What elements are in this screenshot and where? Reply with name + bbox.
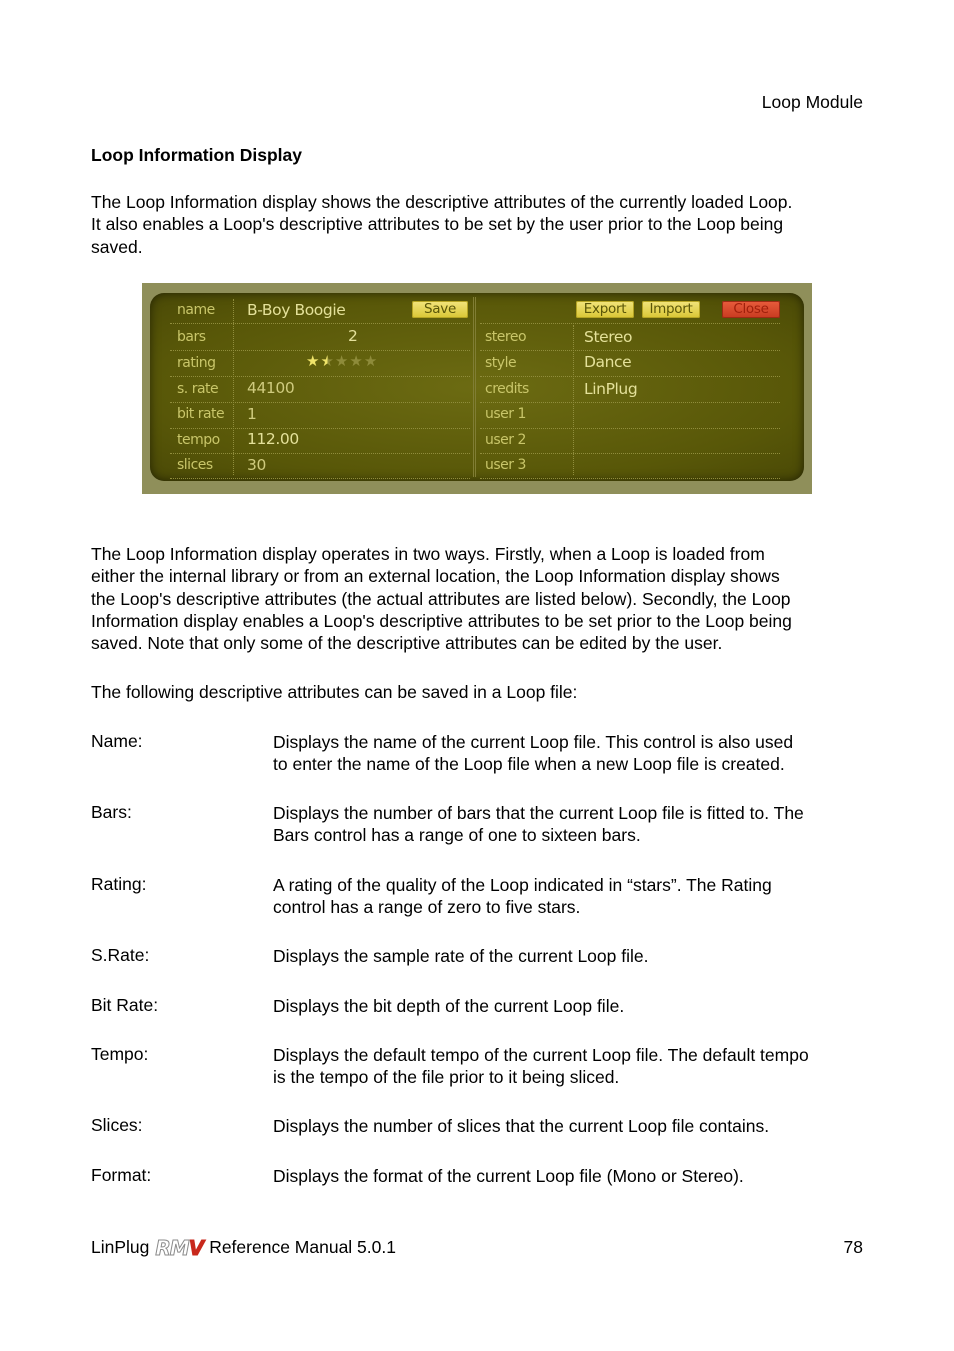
user1-label: user 1	[485, 406, 526, 422]
attribute-description	[273, 995, 873, 1017]
description-line: Displays the format of the current Loop file (Mono or Stereo).	[273, 1166, 744, 1186]
panel-center-divider	[473, 297, 476, 477]
intro-line: The Loop Information display shows the descriptive attributes of the currently loaded Loop.	[91, 192, 793, 212]
description-line: Displays the bit depth of the current Loop file.	[273, 996, 625, 1016]
attribute-description	[273, 1115, 873, 1137]
style-label: style	[485, 355, 517, 371]
credits-label: credits	[485, 381, 529, 397]
user3-label: user 3	[485, 457, 526, 473]
row-divider	[480, 323, 780, 324]
footer-brand: LinPlug	[91, 1237, 150, 1257]
star-icon[interactable]: ★	[349, 352, 364, 370]
star-icon[interactable]: ★	[320, 352, 335, 370]
footer-manual-title: Reference Manual 5.0.1	[209, 1237, 396, 1257]
rating-label: rating	[177, 355, 216, 371]
description-line: Displays the sample rate of the current Loop file.	[273, 946, 649, 966]
attribute-description	[273, 874, 873, 919]
row-divider	[480, 453, 780, 454]
loop-info-display	[150, 293, 804, 481]
stereo-label: stereo	[485, 329, 527, 345]
description-line: Bars control has a range of one to sixteen bars.	[273, 825, 641, 846]
description-line: Displays the number of slices that the current Loop file contains.	[273, 1116, 770, 1136]
attribute-term: Name:	[91, 731, 143, 751]
intro-line: It also enables a Loop's descriptive attributes to be set by the user prior to the Loop being	[91, 214, 784, 235]
rmv-logo: RMV	[155, 1235, 204, 1260]
star-icon[interactable]: ★	[363, 352, 379, 370]
srate-label: s. rate	[177, 381, 219, 397]
slices-label: slices	[177, 457, 213, 473]
user3-field[interactable]	[576, 455, 776, 477]
name-field[interactable]: B-Boy Boogie	[247, 301, 346, 319]
running-header: Loop Module	[761, 92, 863, 112]
section-title: Loop Information Display	[91, 145, 302, 165]
column-divider	[233, 299, 234, 475]
credits-field[interactable]: LinPlug	[584, 380, 638, 398]
row-divider	[170, 350, 470, 351]
bars-label: bars	[177, 329, 206, 345]
row-divider	[480, 376, 780, 377]
attribute-term: Tempo:	[91, 1044, 149, 1064]
attribute-term: Bars:	[91, 802, 132, 822]
attribute-term: Bit Rate:	[91, 995, 159, 1015]
attribute-description	[273, 731, 873, 776]
body-line: the Loop's descriptive attributes (the actual attributes are listed below). Secondly, the Loop	[91, 588, 791, 609]
body-paragraph	[91, 543, 867, 654]
row-divider	[170, 376, 470, 377]
user2-label: user 2	[485, 432, 526, 448]
tempo-label: tempo	[177, 432, 220, 448]
attributes-intro: The following descriptive attributes can be saved in a Loop file:	[91, 682, 578, 702]
description-line: is the tempo of the file prior to it being sliced.	[273, 1067, 620, 1088]
footer-left	[91, 1237, 396, 1258]
style-field[interactable]: Dance	[584, 353, 632, 371]
intro-paragraph	[91, 191, 867, 258]
tempo-field[interactable]: 112.00	[247, 430, 299, 448]
name-label: name	[177, 302, 215, 318]
description-line: A rating of the quality of the Loop indicated in “stars”. The Rating	[273, 875, 772, 895]
page-number: 78	[843, 1237, 863, 1257]
description-line: Displays the default tempo of the current Loop file. The default tempo	[273, 1045, 809, 1065]
user2-field[interactable]	[576, 429, 776, 451]
save-button[interactable]: Save	[412, 301, 468, 318]
export-button[interactable]: Export	[576, 301, 634, 318]
row-divider	[480, 350, 780, 351]
attribute-description	[273, 802, 873, 847]
row-divider	[480, 478, 780, 479]
attribute-term: Format:	[91, 1165, 152, 1185]
description-line: Displays the number of bars that the current Loop file is fitted to. The	[273, 803, 804, 823]
row-divider	[170, 323, 470, 324]
star-icon[interactable]: ★	[334, 352, 350, 370]
body-line: The Loop Information display operates in two ways. Firstly, when a Loop is loaded from	[91, 544, 765, 564]
row-divider	[170, 453, 470, 454]
rating-stars[interactable]	[306, 352, 378, 370]
row-divider	[170, 428, 470, 429]
attribute-description	[273, 945, 873, 967]
close-button[interactable]: Close	[722, 301, 780, 318]
loop-info-panel	[142, 283, 812, 494]
body-line: saved. Note that only some of the descriptive attributes can be edited by the user.	[91, 633, 723, 654]
description-line: to enter the name of the Loop file when a new Loop file is created.	[273, 754, 785, 775]
attribute-term: Rating:	[91, 874, 147, 894]
description-line: Displays the name of the current Loop file. This control is also used	[273, 732, 794, 752]
attribute-description	[273, 1044, 873, 1089]
intro-line: saved.	[91, 236, 143, 257]
bars-field[interactable]: 2	[348, 327, 358, 345]
slices-value: 30	[247, 456, 266, 474]
import-button[interactable]: Import	[642, 301, 700, 318]
srate-value: 44100	[247, 379, 295, 397]
stereo-value: Stereo	[584, 328, 633, 346]
description-line: control has a range of zero to five stars.	[273, 897, 581, 918]
body-line: either the internal library or from an external location, the Loop Information display shows	[91, 566, 780, 587]
attribute-term: S.Rate:	[91, 945, 150, 965]
user1-field[interactable]	[576, 403, 776, 425]
attribute-description	[273, 1165, 873, 1187]
bitrate-value: 1	[247, 405, 257, 423]
attribute-term: Slices:	[91, 1115, 143, 1135]
row-divider	[170, 402, 470, 403]
row-divider	[170, 478, 470, 479]
star-icon[interactable]: ★	[306, 352, 321, 370]
bitrate-label: bit rate	[177, 406, 225, 422]
body-line: Information display enables a Loop's descriptive attributes to be set prior to the Loop being	[91, 610, 792, 631]
